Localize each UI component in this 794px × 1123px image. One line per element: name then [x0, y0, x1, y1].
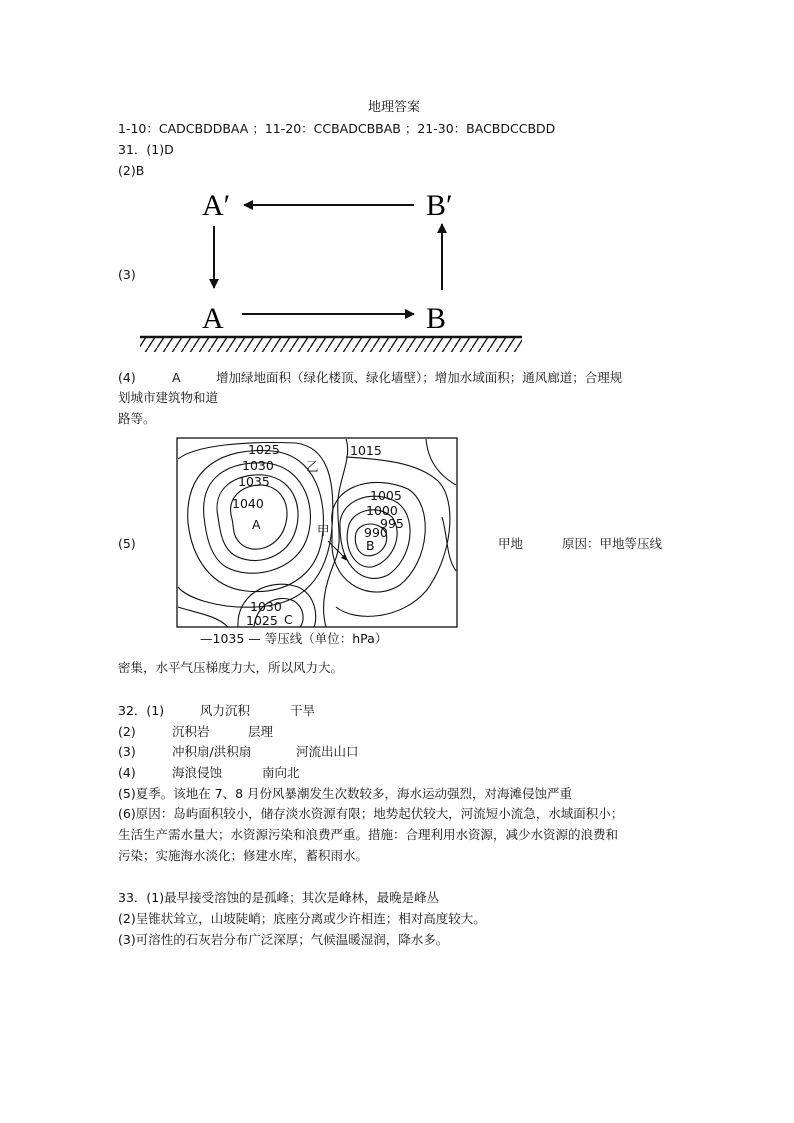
- heat-island-circulation-diagram: [130, 180, 530, 360]
- q31-part4-num: (4): [118, 370, 136, 385]
- label-c: C: [284, 612, 293, 627]
- q32-line1-b: 干旱: [290, 703, 316, 718]
- label-990: 990: [364, 525, 388, 540]
- label-b-prime: B′: [426, 189, 453, 222]
- q31-part2: (2)B: [118, 163, 145, 178]
- q32-line4-num: (4): [118, 765, 136, 780]
- isobar-map: [176, 437, 466, 650]
- label-b: B: [426, 302, 447, 335]
- map-legend: —1035 — 等压线（单位：hPa）: [200, 631, 388, 646]
- q31-part4-line1: 增加绿地面积（绿化楼顶、绿化墙壁）；增加水域面积；通风廊道；合理规: [216, 370, 623, 385]
- q32-line2-num: (2): [118, 724, 136, 739]
- q32-line3-num: (3): [118, 744, 136, 759]
- page-title: 地理答案: [368, 100, 421, 115]
- q31-part5-reason: 原因：甲地等压线: [562, 536, 663, 551]
- label-high-a: A: [252, 517, 261, 532]
- q32-line2-a: 沉积岩: [172, 724, 210, 739]
- q32-line5: (5)夏季。该地在 7、8 月份风暴潮发生次数较多，海水运动强烈，对海滩侵蚀严重: [118, 786, 573, 801]
- q32-line8: 污染；实施海水淡化；修建水库，蓄积雨水。: [118, 848, 369, 863]
- ground-hatching: [140, 337, 522, 352]
- label-a-prime: A′: [202, 189, 231, 222]
- q32-line2-b: 层理: [248, 724, 274, 739]
- q32-line3-a: 冲积扇/洪积扇: [172, 744, 252, 759]
- label-1040: 1040: [232, 496, 264, 511]
- q32-line3-b: 河流出山口: [296, 744, 359, 759]
- q32-line7: 生活生产需水量大；水资源污染和浪费严重。措施：合理利用水资源，减少水资源的浪费和: [118, 827, 619, 842]
- q31-part5-reason-cont: 密集，水平气压梯度力大，所以风力大。: [118, 660, 344, 675]
- label-low-b: B: [366, 538, 375, 553]
- q32-line4-a: 海浪侵蚀: [172, 765, 223, 780]
- q32-line1-a: 风力沉积: [200, 703, 251, 718]
- label-1025-c: 1025: [246, 613, 278, 628]
- label-1035: 1035: [238, 474, 270, 489]
- q31-part3-label: (3): [118, 267, 136, 282]
- q31-part5-label: (5): [118, 536, 136, 551]
- q31-part4-line2: 划城市建筑物和道: [118, 390, 219, 405]
- label-1000: 1000: [366, 503, 398, 518]
- q32-line4-b: 南向北: [262, 765, 300, 780]
- q32-line6: (6)原因：岛屿面积较小，储存淡水资源有限；地势起伏较大，河流短小流急，水域面积小；: [118, 806, 624, 821]
- q33-line3: (3)可溶性的石灰岩分布广泛深厚；气候温暖湿润，降水多。: [118, 932, 449, 947]
- label-1030-c: 1030: [250, 599, 282, 614]
- q31-part1: 31．(1)D: [118, 142, 174, 157]
- label-1030: 1030: [242, 458, 274, 473]
- q31-part5-answer: 甲地: [498, 536, 524, 551]
- q32-line1-num: 32．(1): [118, 703, 165, 718]
- label-995: 995: [380, 516, 404, 531]
- q33-line2: (2)呈锥状耸立，山坡陡峭；底座分离或少许相连；相对高度较大。: [118, 911, 486, 926]
- label-1005: 1005: [370, 488, 402, 503]
- label-yi: 乙: [306, 459, 319, 474]
- mcq-answers: 1-10：CADCBDDBAA ；11-20：CCBADCBBAB ；21-30：BACBDCCBDD: [118, 121, 556, 136]
- label-1025: 1025: [248, 442, 280, 457]
- label-1015: 1015: [350, 443, 382, 458]
- q33-line1: 33．(1)最早接受溶蚀的是孤峰；其次是峰林，最晚是峰丛: [118, 890, 440, 905]
- q31-part4-answer: A: [172, 370, 181, 385]
- label-jia: 甲: [317, 523, 330, 538]
- q31-part4-line3: 路等。: [118, 411, 156, 426]
- label-a: A: [202, 302, 224, 335]
